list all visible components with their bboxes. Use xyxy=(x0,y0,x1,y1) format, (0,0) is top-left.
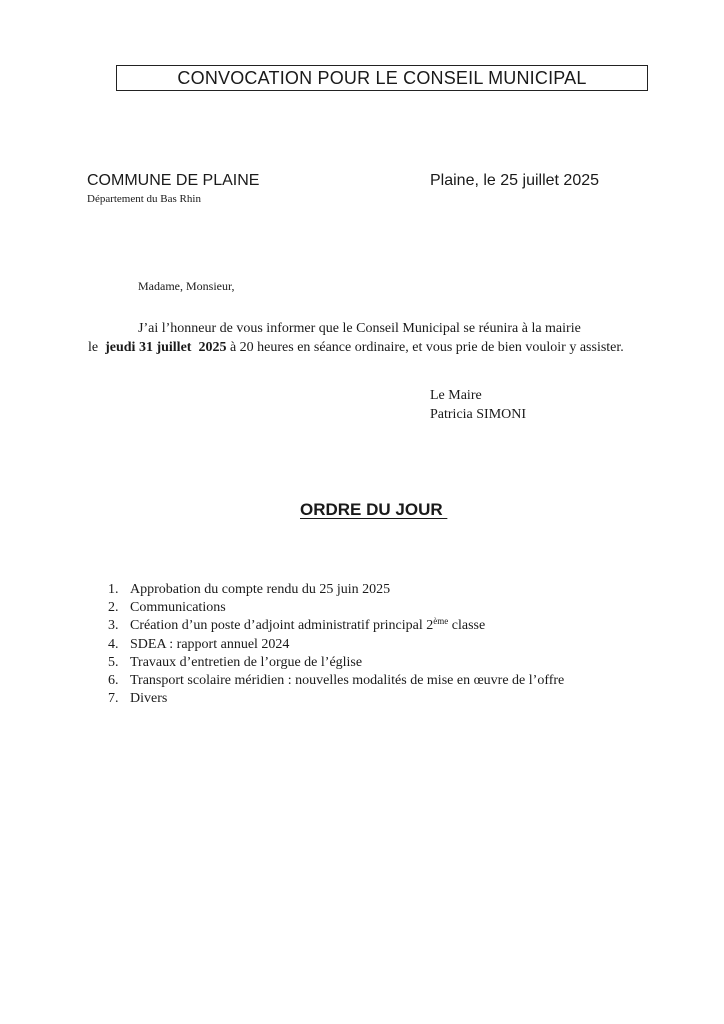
date-line: Plaine, le 25 juillet 2025 xyxy=(430,172,600,189)
agenda-item xyxy=(108,617,564,635)
agenda-item-text: Transport scolaire méridien : nouvelles modalités de mise en œuvre de l’offre xyxy=(130,673,565,689)
meeting-date: jeudi 31 juillet 2025 xyxy=(105,340,227,355)
agenda-item-number: 7. xyxy=(108,691,119,707)
letter-body-line1: J’ai l’honneur de vous informer que le Conseil Municipal se réunira à la mairie xyxy=(138,321,581,336)
agenda-item-text: Travaux d’entretien de l’orgue de l’église xyxy=(130,654,363,670)
agenda-item-number: 4. xyxy=(108,636,119,652)
signature-role: Le Maire xyxy=(430,388,482,403)
commune-name: COMMUNE DE PLAINE xyxy=(87,172,260,189)
agenda-item-superscript: ème xyxy=(433,616,449,627)
agenda-item xyxy=(108,672,564,690)
agenda-item xyxy=(108,581,564,599)
agenda-item-number: 6. xyxy=(108,673,119,689)
departement-name: Département du Bas Rhin xyxy=(87,193,201,205)
agenda-item xyxy=(108,599,564,617)
agenda-item-text: Approbation du compte rendu du 25 juin 2025 xyxy=(130,582,391,597)
agenda-list xyxy=(108,581,564,708)
agenda-item-number: 5. xyxy=(108,654,119,670)
document-title: CONVOCATION POUR LE CONSEIL MUNICIPAL xyxy=(116,65,648,91)
agenda-item-text-main: Création d’un poste d’adjoint administratif principal 2 xyxy=(130,618,434,634)
agenda-item xyxy=(108,636,564,654)
agenda-item-text: Divers xyxy=(130,691,168,707)
agenda-item xyxy=(108,690,564,708)
agenda-item-text: Communications xyxy=(130,600,226,616)
agenda-item-number: 2. xyxy=(108,600,119,616)
letter-line2-suffix: à 20 heures en séance ordinaire, et vous prie de bien vouloir y assister. xyxy=(226,340,624,355)
letter-line2-prefix: le xyxy=(88,340,106,355)
agenda-item-number: 3. xyxy=(108,618,119,634)
signature-block xyxy=(430,386,526,424)
letter-body-line2 xyxy=(88,340,624,356)
signature-name: Patricia SIMONI xyxy=(430,407,527,422)
agenda-item-text-after: classe xyxy=(448,618,486,634)
salutation: Madame, Monsieur, xyxy=(138,279,235,293)
agenda-item xyxy=(108,654,564,672)
agenda-item-number: 1. xyxy=(108,582,119,597)
agenda-heading: ORDRE DU JOUR xyxy=(300,500,448,519)
agenda-item-text xyxy=(130,617,485,635)
agenda-item-text: SDEA : rapport annuel 2024 xyxy=(130,636,290,652)
